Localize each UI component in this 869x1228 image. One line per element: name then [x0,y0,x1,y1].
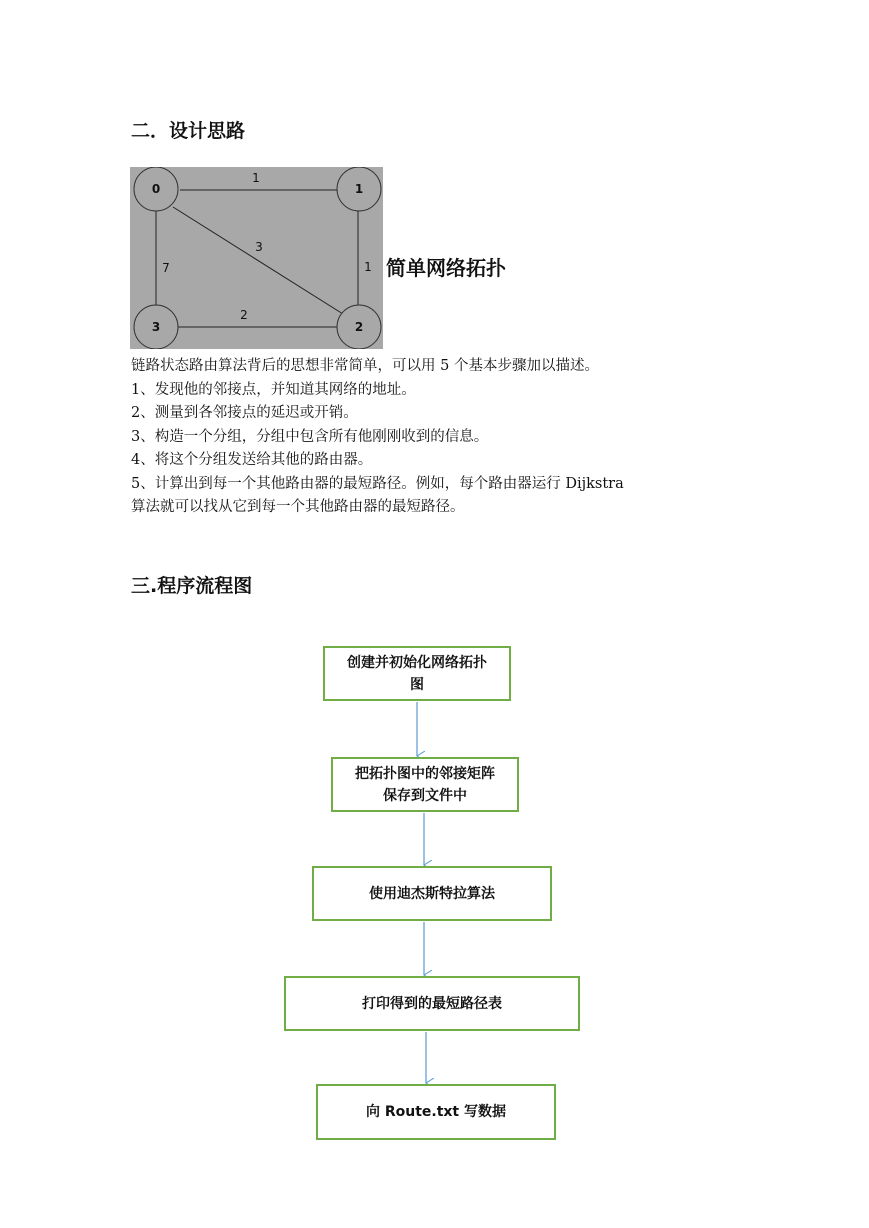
flow-step-text: 把拓扑图中的邻接矩阵 [355,765,495,782]
flow-step-text: 图 [410,676,424,693]
weight-3-2: 2 [240,308,248,322]
description-line: 5、计算出到每一个其他路由器的最短路径。例如，每个路由器运行 Dijkstra [131,475,624,492]
description-line: 链路状态路由算法背后的思想非常简单，可以用 5 个基本步骤加以描述。 [131,358,599,374]
weight-0-1: 1 [252,171,260,185]
node-3-label: 3 [151,320,161,334]
flow-step-text: 向 Route.txt 写数据 [365,1104,507,1120]
description-line: 算法就可以找从它到每一个其他路由器的最短路径。 [131,499,465,515]
description-line: 4、将这个分组发送给其他的路由器。 [131,452,373,468]
weight-0-3: 7 [162,261,170,275]
weight-0-2: 3 [255,240,263,254]
node-2-label: 2 [354,320,364,334]
flow-step-text: 保存到文件中 [383,787,467,804]
flow-step-dijkstra [312,866,552,921]
section-heading-flowchart: 三.程序流程图 [131,575,253,597]
section-heading-design: 二．设计思路 [131,120,246,142]
flow-step-text: 创建并初始化网络拓扑 [347,654,487,671]
weight-1-2: 1 [364,260,372,274]
flow-step-print-table [284,976,580,1031]
description-paragraph [131,355,771,520]
flow-step-text: 使用迪杰斯特拉算法 [369,885,495,902]
flow-step-create-topology [323,646,511,701]
node-1-label: 1 [354,182,364,196]
network-topology-figure [130,167,383,349]
edge-0-2 [173,207,343,314]
description-line: 1、发现他的邻接点，并知道其网络的地址。 [131,381,416,398]
flow-step-save-matrix [331,757,519,812]
flow-step-write-route [316,1084,556,1140]
flow-step-text: 打印得到的最短路径表 [362,995,502,1012]
description-line: 3、构造一个分组，分组中包含所有他刚刚收到的信息。 [131,428,489,445]
topology-caption: 简单网络拓扑 [386,256,506,280]
node-0-label: 0 [151,182,161,196]
description-line: 2、测量到各邻接点的延迟或开销。 [131,405,358,421]
